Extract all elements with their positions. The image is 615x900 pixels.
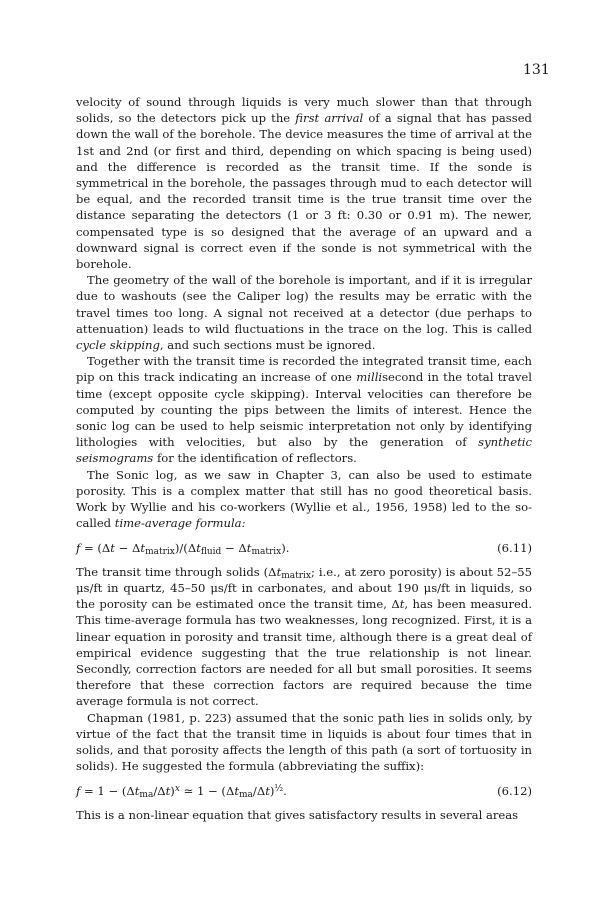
emphasis-time-average-formula: time-average formula: — [114, 516, 246, 531]
page-number: 131 — [523, 62, 550, 78]
paragraph-2: The geometry of the wall of the borehole is important, and if it is irregular due to washouts (see the Caliper log) the results may be erratic with the travel times too long. A signal not received at a detector (due perhaps to attenuation) leads to wild fluctuations in the trace on the log. This is called cycle skipping, and such sections must be ignored. — [76, 273, 532, 353]
paragraph-3: Together with the transit time is recorded the integrated transit time, each pip on this track indicating an increase of one millisecond in the total travel time (except opposite cycle skipping). Interval velocities can therefore be computed by counting the pips between the limits of interest. Hence the sonic log can be used to help seismic interpretation not only by identifying lithologies with velocities, but also by the generation of synthetic seismograms for the identification of reflectors. — [76, 354, 532, 466]
paragraph-4: The Sonic log, as we saw in Chapter 3, can also be used to estimate porosity. This is a complex matter that still has no good theoretical basis. Work by Wyllie and his co-workers (Wyllie et al., 1956, 1958) led to the so-called time-average formula: — [76, 467, 532, 531]
equation-6-12 — [76, 783, 532, 799]
paragraph-7: This is a non-linear equation that gives satisfactory results in several areas — [76, 807, 519, 822]
paragraph-1: velocity of sound through liquids is very much slower than that through solids, so the detectors pick up the first arrival of a signal that has passed down the wall of the borehole. The device measures the time of arrival at the 1st and 2nd (or first and third, depending on which spacing is being used) and the difference is recorded as the transit time. If the sonde is symmetrical in the borehole, the passages through mud to each detector will be equal, and the recorded transit time is the true transit time over the distance separating the detectors (1 or 3 ft: 0.30 or 0.91 m). The newer, compensated type is so designed that the average of an upward and a downward signal is correct even if the sonde is not symmetrical with the borehole. — [76, 95, 532, 272]
body-text — [76, 94, 532, 823]
equation-6-12-body: $f = 1 - (\Delta t_{ma}/\Delta t)^x$ ≃ $1 - (\Delta t_{ma}/\Delta t)^{\frac{1}{2}}$. — [76, 784, 287, 801]
equation-6-11-body: $f = (\Delta t - \Delta t_{matrix})/(\Delta t_{fluid} - \Delta t_{matrix})$. — [76, 541, 290, 558]
emphasis-synthetic-seismograms: synthetic seismograms — [76, 435, 532, 466]
equation-number-6-11: (6.11) — [497, 541, 532, 556]
emphasis-cycle-skipping: cycle skipping — [76, 338, 160, 353]
paragraph-5: The transit time through solids ($\Delta t_{matrix}$; i.e., at zero porosity) is about 52–55 μs/ft in quartz, 45–50 μs/ft in carbonates, and about 190 μs/ft in liquids, so the porosity can be estimated once the transit time, Δt, has been measured. This time-average formula has two weaknesses, long recognized. First, it is a linear equation in porosity and transit time, although there is a great deal of empirical evidence suggesting that the true relationship is not linear. Secondly, correction factors are needed for all but small porosities. It seems therefore that these correction factors are required because the time average formula is not correct. — [76, 564, 533, 709]
equation-number-6-12: (6.12) — [497, 784, 532, 799]
emphasis-first-arrival: first arrival — [295, 111, 364, 126]
paragraph-6: Chapman (1981, p. 223) assumed that the sonic path lies in solids only, by virtue of the fact that the transit time in liquids is about four times that in solids, and that porosity affects the length of this path (a sort of tortuosity in solids). He suggested the formula (abbreviating the suffix): — [76, 710, 532, 774]
equation-6-11 — [76, 540, 532, 556]
emphasis-milli: milli — [356, 370, 383, 385]
